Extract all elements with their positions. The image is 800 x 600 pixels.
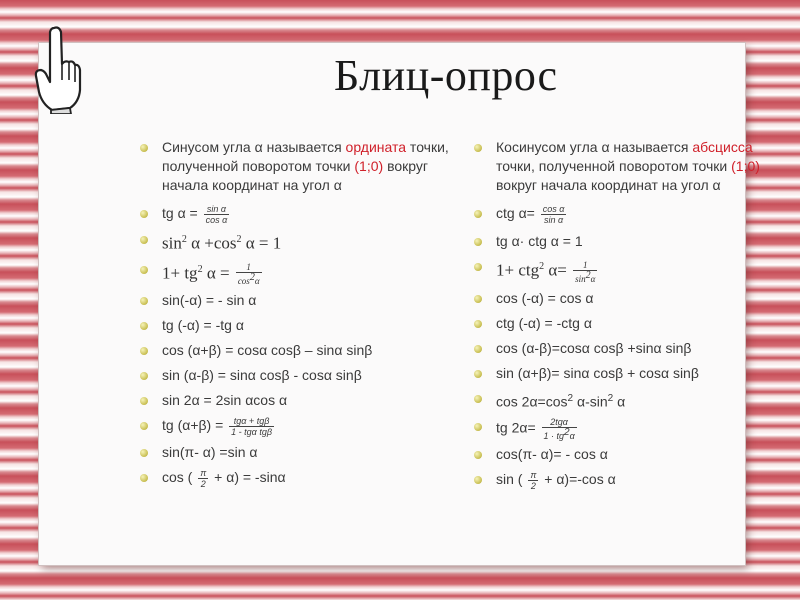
bullet-icon [474,451,482,459]
bullet-icon [474,345,482,353]
bullet-icon [474,144,482,152]
list-item [474,364,794,383]
list-item: ctg α= $\frac{\text{cos α}}{\text{sin α}}$ [474,204,794,228]
bullet-icon [140,236,148,244]
formula-text: sin (α+β)= sinα cosβ + cosα sinβ [496,364,699,381]
list-item: $\sin^2 \alpha +\cos^2$ α = 1 [140,230,460,253]
formula-text: sin(-α) = - sin α [162,292,257,309]
fraction: $\frac{1}{\cos^2\alpha}$ [237,262,260,287]
left-column [140,138,460,489]
list-item [474,289,794,308]
bullet-icon [140,397,148,405]
list-item: sin(π- α) =sin α [140,443,460,462]
list-item: cos(π- α)= - cos α [474,445,794,464]
list-item: Синусом угла α называется ордината точки, полученной поворотом точки (1;0) вокруг начала координат на угол α [140,138,460,195]
fraction: $\frac{\text{tgα + tgβ}}{\text{1 - tgα tgβ}}$ [231,416,272,438]
list-item [140,391,460,410]
fraction: $\frac{\text{cos α}}{\text{sin α}}$ [542,204,565,225]
bullet-icon [140,144,148,152]
formula-text: tg (-α) = -tg α [162,317,244,334]
list-item [140,366,460,385]
list-item: sin ( $\frac{\pi}{2}$ + α)=-cos α [474,470,794,491]
list-item: cos ( $\frac{\pi}{2}$ + α) = -sinα [140,468,460,489]
bullet-icon [474,320,482,328]
fraction: $\frac{\text{2tgα}}{1 \cdot tg^2\alpha}$ [543,417,575,442]
fraction: $\frac{\pi}{2}$ [530,470,537,492]
fraction: $\frac{\pi}{2}$ [200,468,207,490]
fraction: $\frac{\text{sin α}}{\text{cos α}}$ [205,204,228,225]
bullet-icon [140,449,148,457]
bullet-icon [140,474,148,482]
bullet-icon [140,322,148,330]
page-title: Блиц-опрос [334,51,558,100]
list-item [474,339,794,358]
bullet-icon [474,210,482,218]
bullet-icon [474,395,482,403]
list-item: tg (α+β) = $\frac{\text{tgα + tgβ}}{\text{1 - tgα tgβ}}$ [140,416,460,440]
list-item: tg α = $\frac{\text{sin α}}{\text{cos α}}$ [140,204,460,226]
right-formula-list [474,289,794,383]
right-column [474,138,794,491]
left-formula-list [140,291,460,410]
formula-text: sin (α-β) = sinα cosβ - cosα sinβ [162,367,362,384]
list-item: Косинусом угла α называется абсцисса точки, полученной поворотом точки (1;0) вокруг начала координат на угол α [474,138,794,195]
bullet-icon [474,238,482,246]
list-item: tg 2α= $\frac{\text{2tgα}}{1 \cdot tg^2\alpha}$ [474,417,794,441]
list-item [140,316,460,335]
bullet-icon [474,476,482,484]
formula-text: ctg (-α) = -ctg α [496,314,592,331]
bullet-icon [140,372,148,380]
list-item: 1+ ctg$^2$ α= $\frac{1}{\sin^2\alpha}$ [474,257,794,284]
list-item [140,341,460,360]
bullet-icon [140,422,148,430]
pointing-hand-icon [32,24,82,114]
bullet-icon [474,263,482,271]
bullet-icon [140,347,148,355]
list-item: $1+ tg^2$ α = $\frac{1}{\cos^2\alpha}$ [140,260,460,287]
fraction: $\frac{1}{\sin^2\alpha}$ [575,259,596,284]
list-item [140,291,460,310]
formula-text: cos (α-β)=cosα cosβ +sinα sinβ [496,339,692,356]
list-item: tg α· ctg α = 1 [474,232,794,251]
bullet-icon [140,266,148,274]
bullet-icon [140,297,148,305]
formula-text: sin 2α = 2sin αcos α [162,392,288,409]
bullet-icon [140,210,148,218]
list-item [474,314,794,333]
formula-text: cos (α+β) = cosα cosβ – sinα sinβ [162,342,373,359]
list-item: $\cos 2\alpha=\cos^2$ $\alpha-\sin^2$ α [474,389,794,412]
bullet-icon [474,295,482,303]
formula-text: cos (-α) = cos α [496,289,594,306]
bullet-icon [474,423,482,431]
bullet-icon [474,370,482,378]
